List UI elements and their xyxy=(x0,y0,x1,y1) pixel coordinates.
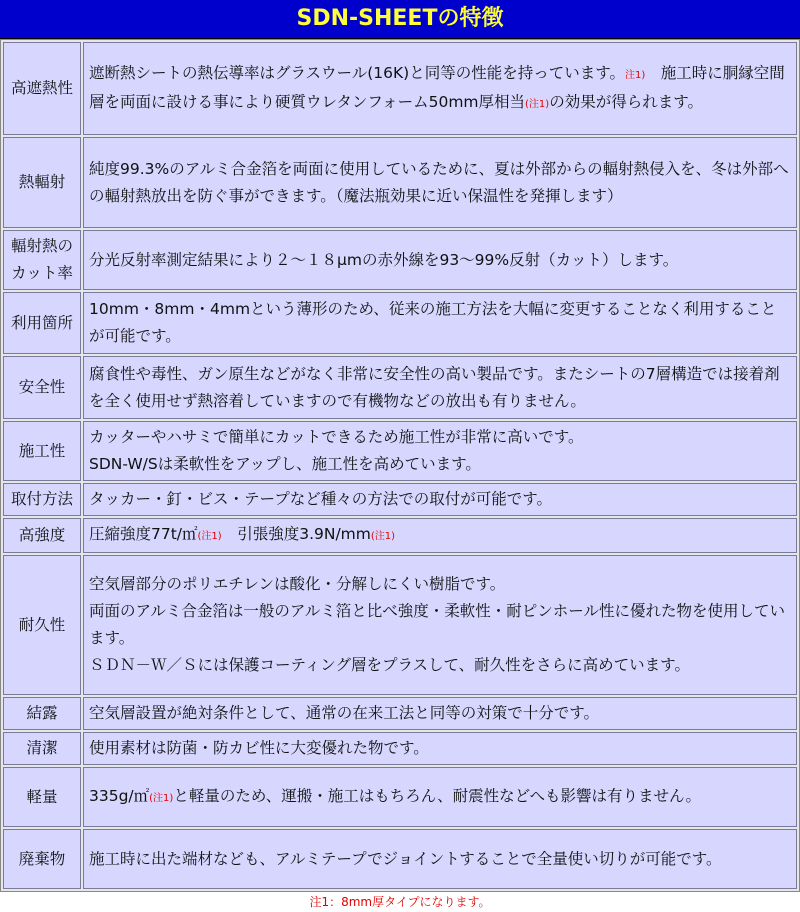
row-line: ＳＤＮ－Ｗ／Ｓには保護コーティング層をプラスして、耐久性をさらに高めています。 xyxy=(89,656,690,674)
row-content xyxy=(83,555,797,695)
table-row xyxy=(3,555,797,695)
table-row xyxy=(3,292,797,354)
row-label: 結露 xyxy=(3,697,81,730)
row-content: 使用素材は防菌・防カビ性に大変優れた物です。 xyxy=(83,732,797,765)
row-content xyxy=(83,767,797,827)
page-title: SDN-SHEETの特徴 xyxy=(0,0,800,39)
row-content: タッカー・釘・ビス・テープなど種々の方法での取付が可能です。 xyxy=(83,483,797,516)
row-label: 熱輻射 xyxy=(3,137,81,228)
row-text: の効果が得られます。 xyxy=(549,92,703,111)
row-text: 335g/㎡ xyxy=(89,786,150,805)
table-row xyxy=(3,829,797,889)
table-row xyxy=(3,732,797,765)
row-content: 純度99.3%のアルミ合金箔を両面に使用しているために、夏は外部からの輻射熱侵入を、冬は外部への輻射熱放出を防ぐ事ができます。（魔法瓶効果に近い保温性を発揮します） xyxy=(83,137,797,228)
footnote-marker: (注1) xyxy=(370,531,396,542)
row-content xyxy=(83,421,797,481)
row-label: 耐久性 xyxy=(3,555,81,695)
row-label: 廃棄物 xyxy=(3,829,81,889)
table-row xyxy=(3,767,797,827)
row-line: SDN-W/Sは柔軟性をアップし、施工性を高めています。 xyxy=(89,455,481,473)
row-label: 高強度 xyxy=(3,518,81,553)
features-table xyxy=(0,39,800,892)
row-line: 空気層部分のポリエチレンは酸化・分解しにくい樹脂です。 xyxy=(89,575,506,593)
row-label: 施工性 xyxy=(3,421,81,481)
row-label: 安全性 xyxy=(3,356,81,419)
footnote: 注1：8mm厚タイプになります。 xyxy=(309,895,491,909)
table-row xyxy=(3,697,797,730)
row-content: 空気層設置が絶対条件として、通常の在来工法と同等の対策で十分です。 xyxy=(83,697,797,730)
table-row xyxy=(3,137,797,228)
table-row xyxy=(3,483,797,516)
row-text: 引張強度3.9N/mm xyxy=(221,525,371,543)
row-content: 10mm・8mm・4mmという薄形のため、従来の施工方法を大幅に変更することなく利用することが可能です。 xyxy=(83,292,797,354)
footnote-marker: (注1) xyxy=(525,98,550,110)
row-text: 遮断熱シートの熱伝導率はグラスウール(16K)と同等の性能を持っています。 xyxy=(89,63,625,82)
table-row xyxy=(3,356,797,419)
row-content: 腐食性や毒性、ガン原生などがなく非常に安全性の高い製品です。またシートの7層構造では接着剤を全く使用せず熱溶着していますので有機物などの放出も有りません。 xyxy=(83,356,797,419)
row-line: 両面のアルミ合金箔は一般のアルミ箔と比べ強度・柔軟性・耐ピンホール性に優れた物を使用しています。 xyxy=(89,602,785,647)
row-content xyxy=(83,518,797,553)
row-line: カッターやハサミで簡単にカットできるため施工性が非常に高いです。 xyxy=(89,428,584,446)
row-text: 圧縮強度77t/㎡ xyxy=(89,525,198,543)
row-text: 施工時に胴縁空間層を両面に設ける事により硬質ウレタンフォーム50mm厚相当 xyxy=(89,63,785,111)
row-content xyxy=(83,42,797,135)
row-content: 施工時に出た端材なども、アルミテープでジョイントすることで全量使い切りが可能です。 xyxy=(83,829,797,889)
table-row xyxy=(3,42,797,135)
table-row xyxy=(3,518,797,553)
footnote-marker: (注1) xyxy=(197,531,222,542)
footnote-marker: 注1) xyxy=(624,69,646,81)
row-label: 取付方法 xyxy=(3,483,81,516)
row-label: 輻射熱のカット率 xyxy=(3,230,81,290)
table-row xyxy=(3,421,797,481)
row-content: 分光反射率測定結果により２～１８μmの赤外線を93～99%反射（カット）します。 xyxy=(83,230,797,290)
row-label: 清潔 xyxy=(3,732,81,765)
footnote-marker: (注1) xyxy=(149,792,174,804)
row-label: 軽量 xyxy=(3,767,81,827)
row-label: 利用箇所 xyxy=(3,292,81,354)
row-label: 高遮熱性 xyxy=(3,42,81,135)
table-row xyxy=(3,230,797,290)
row-text: と軽量のため、運搬・施工はもちろん、耐震性などへも影響は有りません。 xyxy=(173,786,701,805)
